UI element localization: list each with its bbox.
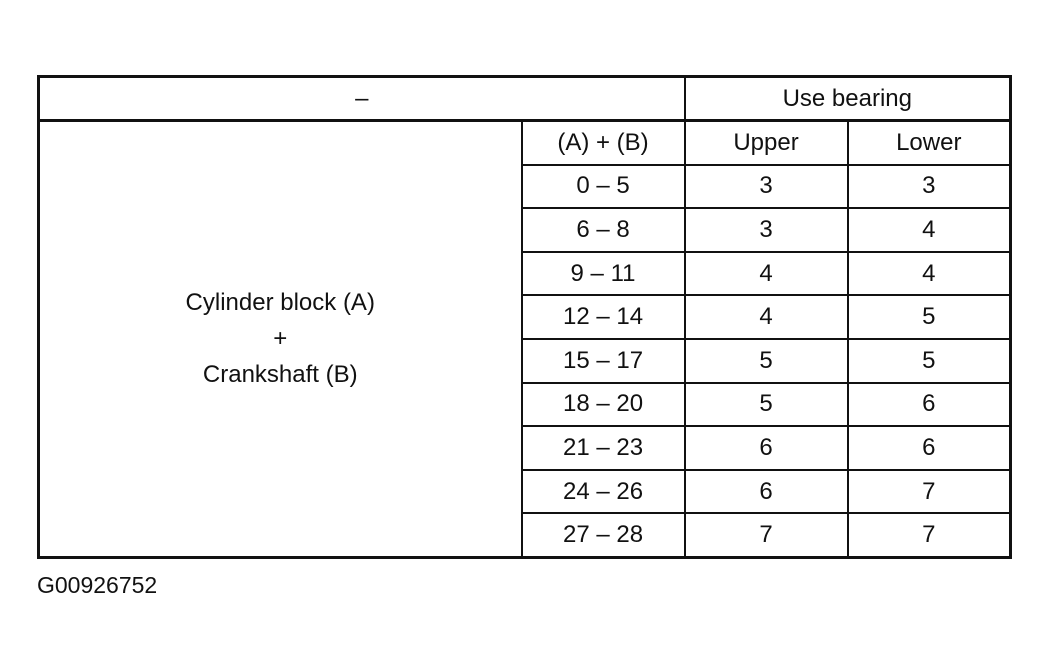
label-line-crankshaft: Crankshaft (B) [202,360,358,388]
upper-cell: 3 [685,165,848,209]
label-line-plus: + [273,324,288,352]
top-left-header: – [39,77,685,121]
range-cell: 9 – 11 [522,252,685,296]
range-cell: 24 – 26 [522,470,685,514]
range-cell: 0 – 5 [522,165,685,209]
combination-label [39,121,522,558]
range-cell: 21 – 23 [522,426,685,470]
lower-header: Lower [848,121,1011,165]
lower-cell: 7 [848,513,1011,557]
upper-cell: 6 [685,470,848,514]
lower-cell: 5 [848,295,1011,339]
range-cell: 18 – 20 [522,383,685,427]
lower-cell: 7 [848,470,1011,514]
range-cell: 6 – 8 [522,208,685,252]
upper-cell: 5 [685,383,848,427]
bearing-selection-table [37,75,1012,559]
header-row-top [39,77,1011,121]
header-row-sub [39,121,1011,165]
upper-cell: 5 [685,339,848,383]
lower-cell: 4 [848,208,1011,252]
lower-cell: 6 [848,426,1011,470]
lower-cell: 3 [848,165,1011,209]
lower-cell: 4 [848,252,1011,296]
lower-cell: 6 [848,383,1011,427]
sum-header: (A) + (B) [522,121,685,165]
upper-cell: 7 [685,513,848,557]
upper-header: Upper [685,121,848,165]
upper-cell: 6 [685,426,848,470]
range-cell: 27 – 28 [522,513,685,557]
range-cell: 12 – 14 [522,295,685,339]
upper-cell: 4 [685,295,848,339]
upper-cell: 3 [685,208,848,252]
label-line-cylinder-block: Cylinder block (A) [185,288,375,316]
upper-cell: 4 [685,252,848,296]
figure-id: G00926752 [37,572,158,598]
range-cell: 15 – 17 [522,339,685,383]
lower-cell: 5 [848,339,1011,383]
use-bearing-header: Use bearing [685,77,1011,121]
